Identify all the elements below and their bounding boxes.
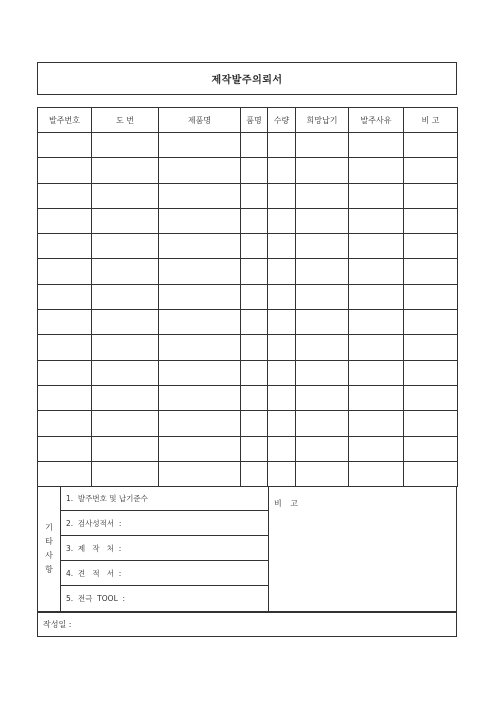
table-row [38,360,458,385]
table-cell[interactable] [349,360,404,385]
table-cell[interactable] [92,259,159,284]
table-cell[interactable] [92,183,159,208]
table-cell[interactable] [241,158,268,183]
table-cell[interactable] [159,183,241,208]
table-row [38,335,458,360]
table-cell[interactable] [268,385,296,410]
table-cell[interactable] [92,335,159,360]
table-cell[interactable] [349,234,404,259]
table-cell[interactable] [349,461,404,486]
table-cell[interactable] [159,284,241,309]
table-cell[interactable] [241,284,268,309]
table-row [38,208,458,233]
table-cell[interactable] [296,310,349,335]
table-cell[interactable] [92,284,159,309]
header-drawing-number: 도 번 [92,108,159,133]
table-row [38,310,458,335]
table-cell[interactable] [349,259,404,284]
table-cell[interactable] [92,133,159,158]
table-cell[interactable] [296,335,349,360]
table-cell[interactable] [159,385,241,410]
table-cell[interactable] [404,183,458,208]
table-cell[interactable] [159,461,241,486]
table-cell[interactable] [241,310,268,335]
table-cell[interactable] [38,385,92,410]
notes-label-char: 사 [45,550,53,560]
table-cell[interactable] [159,208,241,233]
table-cell[interactable] [159,436,241,461]
table-cell[interactable] [404,411,458,436]
table-cell[interactable] [268,335,296,360]
table-cell[interactable] [268,310,296,335]
table-cell[interactable] [349,284,404,309]
table-row [38,385,458,410]
notes-label-char: 항 [45,564,53,574]
table-cell[interactable] [92,436,159,461]
table-row [38,436,458,461]
table-cell[interactable] [404,360,458,385]
table-cell[interactable] [296,411,349,436]
table-cell[interactable] [159,259,241,284]
note-item-manufacturer[interactable]: 3. 제 작 처 : [61,536,268,561]
table-cell[interactable] [296,234,349,259]
table-cell[interactable] [404,310,458,335]
table-cell[interactable] [296,183,349,208]
table-cell[interactable] [159,234,241,259]
table-cell[interactable] [404,208,458,233]
table-cell[interactable] [241,234,268,259]
table-cell[interactable] [159,360,241,385]
table-cell[interactable] [296,259,349,284]
table-cell[interactable] [92,208,159,233]
notes-label-char: 타 [45,536,53,546]
title-box [37,62,457,95]
note-item-inspection-report[interactable]: 2. 검사성적서 : [61,511,268,536]
date-row[interactable] [37,612,457,637]
table-cell[interactable] [38,259,92,284]
table-row [38,234,458,259]
table-cell[interactable] [38,133,92,158]
table-row [38,133,458,158]
table-cell[interactable] [296,133,349,158]
table-cell[interactable] [296,385,349,410]
table-cell[interactable] [349,436,404,461]
table-cell[interactable] [349,310,404,335]
table-cell[interactable] [349,385,404,410]
table-cell[interactable] [268,259,296,284]
table-cell[interactable] [92,234,159,259]
table-cell[interactable] [241,335,268,360]
table-cell[interactable] [159,335,241,360]
table-cell[interactable] [241,208,268,233]
table-cell[interactable] [241,259,268,284]
table-row [38,411,458,436]
table-cell[interactable] [268,284,296,309]
notes-items [61,486,269,611]
table-cell[interactable] [404,284,458,309]
table-cell[interactable] [268,461,296,486]
table-cell[interactable] [404,259,458,284]
table-row [38,183,458,208]
table-cell[interactable] [268,158,296,183]
table-cell[interactable] [38,360,92,385]
table-cell[interactable] [38,461,92,486]
table-row [38,158,458,183]
table-cell[interactable] [38,158,92,183]
table-cell[interactable] [241,183,268,208]
table-cell[interactable] [404,133,458,158]
table-cell[interactable] [159,133,241,158]
notes-section [37,486,457,612]
table-header-row [38,108,458,133]
header-item-name: 품명 [241,108,268,133]
table-cell[interactable] [268,436,296,461]
table-cell[interactable] [92,411,159,436]
table-cell[interactable] [349,133,404,158]
table-row [38,461,458,486]
table-cell[interactable] [296,436,349,461]
notes-remark-label: 비 고 [274,499,301,508]
note-item-electrode-tool[interactable]: 5. 전극 TOOL : [66,594,126,603]
order-table [37,107,458,487]
table-cell[interactable] [38,310,92,335]
date-label: 작성일 : [43,620,72,629]
table-cell[interactable] [268,360,296,385]
table-cell[interactable] [241,461,268,486]
document-title: 제작발주의뢰서 [211,75,283,86]
table-cell[interactable] [268,234,296,259]
header-product-name: 제품명 [159,108,241,133]
table-cell[interactable] [404,158,458,183]
table-cell[interactable] [296,208,349,233]
table-cell[interactable] [404,461,458,486]
note-item-quotation[interactable]: 4. 견 적 서 : [61,561,268,586]
table-cell[interactable] [404,335,458,360]
table-cell[interactable] [92,158,159,183]
notes-side-label [38,486,61,611]
table-cell[interactable] [38,436,92,461]
notes-label-char: 기 [45,522,53,532]
table-cell[interactable] [296,461,349,486]
table-row [38,284,458,309]
table-cell[interactable] [241,385,268,410]
table-cell[interactable] [349,183,404,208]
table-cell[interactable] [349,158,404,183]
table-cell[interactable] [404,385,458,410]
table-cell[interactable] [92,461,159,486]
table-cell[interactable] [241,133,268,158]
table-cell[interactable] [296,360,349,385]
table-cell[interactable] [38,411,92,436]
table-body [38,133,458,487]
table-cell[interactable] [38,234,92,259]
table-cell[interactable] [349,335,404,360]
table-cell[interactable] [38,284,92,309]
table-cell[interactable] [241,411,268,436]
table-cell[interactable] [404,436,458,461]
table-cell[interactable] [159,310,241,335]
table-cell[interactable] [296,284,349,309]
table-cell[interactable] [159,158,241,183]
table-cell[interactable] [349,208,404,233]
table-cell[interactable] [38,335,92,360]
table-cell[interactable] [268,411,296,436]
table-cell[interactable] [38,208,92,233]
table-cell[interactable] [268,208,296,233]
table-cell[interactable] [92,360,159,385]
table-cell[interactable] [241,360,268,385]
table-cell[interactable] [268,183,296,208]
header-quantity: 수량 [268,108,296,133]
header-remarks: 비 고 [404,108,458,133]
table-cell[interactable] [159,411,241,436]
table-cell[interactable] [296,158,349,183]
header-desired-delivery: 희망납기 [296,108,349,133]
table-cell[interactable] [268,133,296,158]
table-cell[interactable] [404,234,458,259]
table-cell[interactable] [241,436,268,461]
table-cell[interactable] [92,310,159,335]
header-order-reason: 발주사유 [349,108,404,133]
note-item-order-delivery[interactable]: 1. 발주번호 및 납기준수 [61,486,268,511]
table-cell[interactable] [349,411,404,436]
table-row [38,259,458,284]
table-cell[interactable] [92,385,159,410]
header-order-number: 발주번호 [38,108,92,133]
table-cell[interactable] [38,183,92,208]
